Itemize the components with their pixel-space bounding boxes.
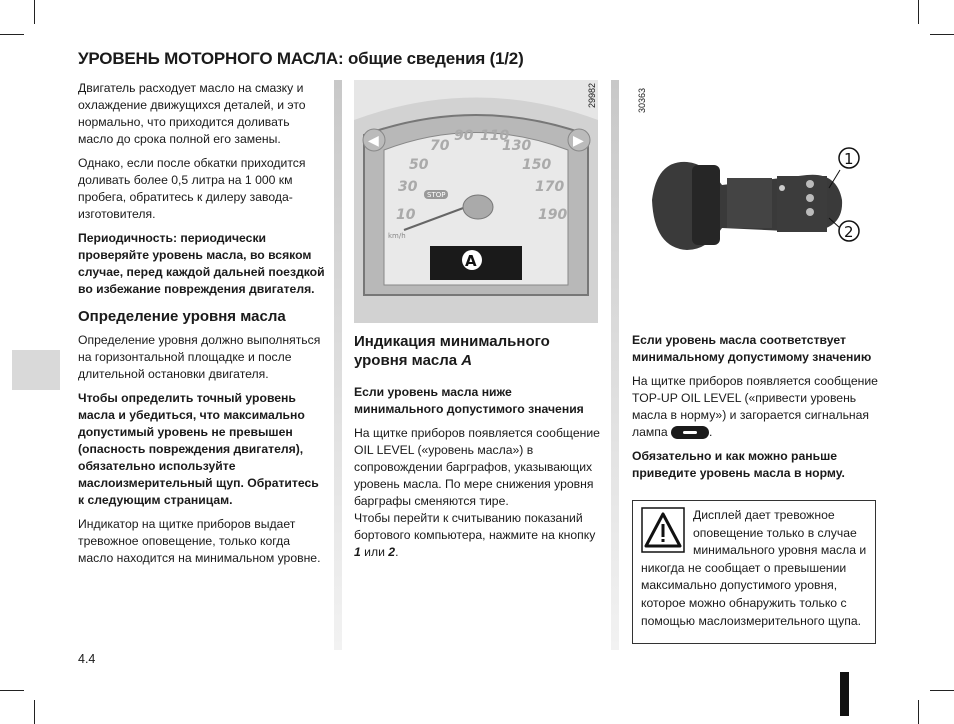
period-text: . [395, 545, 399, 559]
crop-mark [34, 700, 35, 724]
level-paragraph: Определение уровня должно выполняться на горизонтальной площадке и после длительной остановки двигателя. [78, 333, 321, 381]
periodicity-paragraph: Периодичность: периодически проверяйте уровень масла, во всяком случае, перед каждой дальней поездкой во избежание повреждения двигателя. [78, 231, 325, 296]
crop-mark [0, 34, 24, 35]
callout-1: 1 [844, 150, 854, 168]
warning-triangle-icon [641, 507, 685, 553]
button-ref-1: 1 [354, 545, 361, 559]
tick-10: 10 [396, 207, 416, 223]
tick-190: 190 [538, 207, 568, 223]
min-value-subheading: Если уровень масла соответствует минимальному допустимому значению [632, 333, 872, 364]
column-intro [78, 80, 328, 574]
must-top-up-paragraph: Обязательно и как можно раньше приведите уровень масла в норму. [632, 449, 845, 480]
button-ref-2: 2 [388, 545, 396, 559]
oil-level-paragraph: На щитке приборов появляется сообщение OIL LEVEL («уровень масла») в сопровождении барграфов, указывающих уровень масла. По мере снижения уровня барграфы сменяются тире. [354, 426, 600, 508]
computer-paragraph [354, 510, 600, 561]
column-divider [611, 80, 619, 650]
or-text: или [360, 545, 389, 559]
section-tab [12, 350, 60, 390]
below-min-subheading: Если уровень масла ниже минимального допустимого значения [354, 385, 584, 416]
crop-mark [34, 0, 35, 24]
computer-text: Чтобы перейти к считыванию показаний бортового компьютера, нажмите на кнопку [354, 511, 596, 542]
column-min-level [354, 332, 600, 568]
instrument-cluster-figure [354, 80, 598, 323]
top-up-paragraph [632, 373, 880, 441]
intro-paragraph: Двигатель расходует масло на смазку и охлаждение движущихся деталей, и это нормально, что приходится доливать масло до срока полной его замены. [78, 81, 306, 146]
tick-30: 30 [398, 179, 418, 195]
unit-label: km/h [388, 232, 406, 240]
stop-label: STOP [427, 191, 446, 199]
tick-170: 170 [535, 179, 565, 195]
indicator-paragraph: Индикатор на щитке приборов выдает тревожное оповещение, только когда масло находится на минимальном уровне. [78, 517, 321, 565]
tick-70: 70 [430, 138, 450, 154]
warning-text: Дисплей дает тревожное оповещение только в случае минимального уровня масла и никогда не сообщает о превышении максимально допустимого уровня, которое можно обнаружить только с помощью маслоизмерительного щупа. [641, 508, 867, 628]
column-top-up [632, 332, 880, 489]
column-divider [334, 80, 342, 650]
crop-mark [0, 690, 24, 691]
tick-150: 150 [522, 157, 552, 173]
figure-code: 29982 [587, 82, 597, 108]
min-level-heading [354, 332, 600, 370]
crop-mark [930, 690, 954, 691]
wrench-warning-icon [671, 426, 709, 439]
speedometer-illustration [354, 80, 598, 323]
stalk-switch-figure [632, 80, 878, 323]
dealer-paragraph: Однако, если после обкатки приходится доливать более 0,5 литра на 1 000 км пробега, обратитесь к дилеру завода-изготовителя. [78, 156, 306, 221]
svg-text:▶: ▶ [573, 133, 584, 149]
crop-mark [930, 34, 954, 35]
crop-mark [918, 0, 919, 24]
page-title: УРОВЕНЬ МОТОРНОГО МАСЛА: общие сведения (1/2) [78, 49, 524, 68]
figure-code: 30363 [637, 87, 647, 113]
figure-label-a: A [465, 252, 477, 270]
svg-text:◀: ◀ [368, 133, 379, 149]
callout-2: 2 [844, 223, 854, 241]
dipstick-paragraph: Чтобы определить точный уровень масла и убедиться, что максимально допустимый уровень не превышен (опасность повреждения двигателя), обязательно используйте маслоизмерительный щуп. Обратитесь к следующим страницам. [78, 391, 319, 507]
top-up-text: На щитке приборов появляется сообщение TOP-UP OIL LEVEL («привести уровень масла в норму») и загорается сигнальная лампа [632, 374, 878, 439]
page-number: 4.4 [78, 652, 96, 666]
tick-110: 110 [480, 128, 510, 144]
section-heading: Определение уровня масла [78, 308, 286, 325]
edge-marker [840, 672, 849, 716]
period-text: . [709, 425, 713, 439]
heading-letter: A [461, 352, 473, 369]
stalk-illustration [632, 80, 878, 323]
heading-text: Индикация минимального уровня масла [354, 333, 550, 369]
warning-box [632, 500, 876, 644]
tick-130: 130 [502, 138, 532, 154]
tick-90: 90 [454, 128, 474, 144]
crop-mark [918, 700, 919, 724]
tick-50: 50 [409, 157, 429, 173]
